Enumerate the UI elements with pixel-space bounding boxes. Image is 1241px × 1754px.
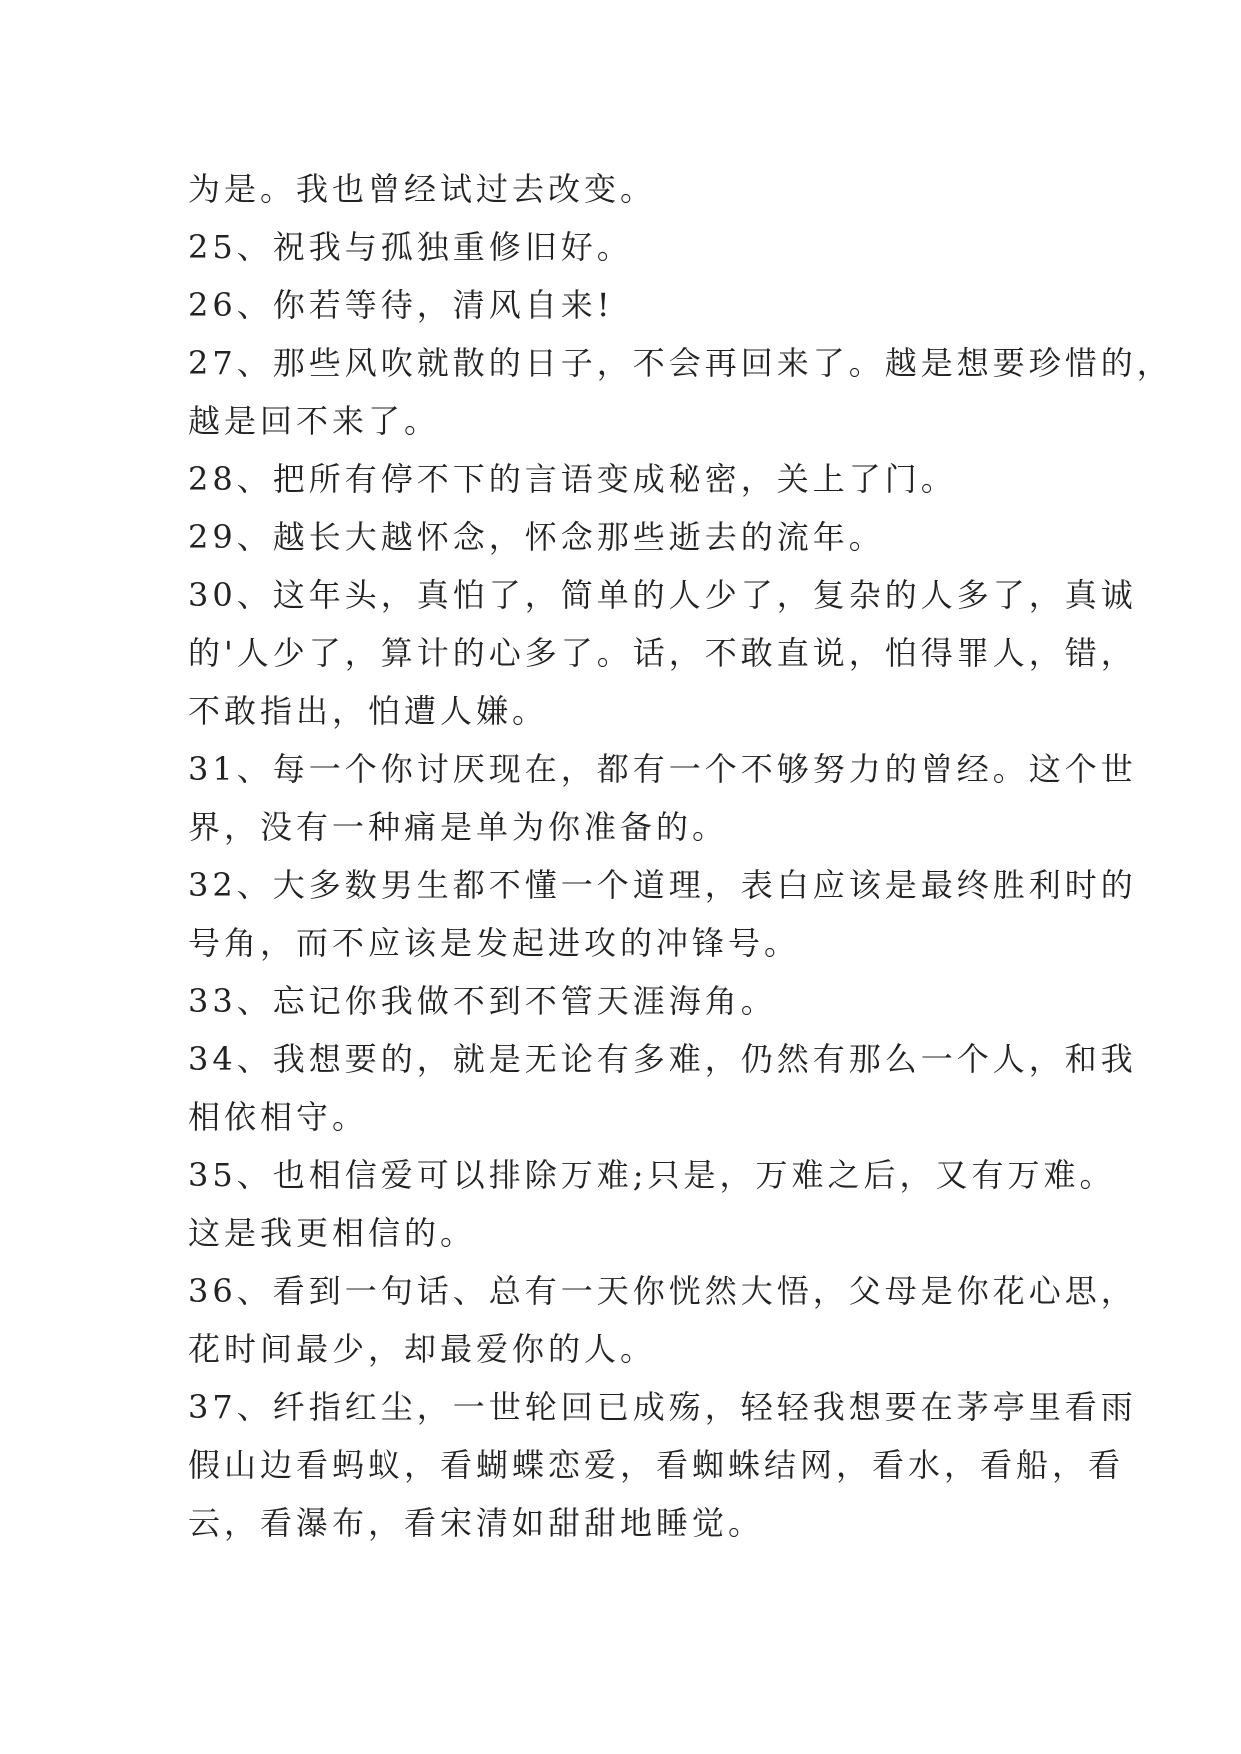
text-line: 37、纤指红尘，一世轮回已成殇，轻轻我想要在茅亭里看雨 (188, 1388, 1137, 1426)
text-line: 27、那些风吹就散的日子，不会再回来了。越是想要珍惜的， (188, 344, 1173, 382)
text-line: 26、你若等待，清风自来! (188, 286, 614, 324)
text-line: 假山边看蚂蚁，看蝴蝶恋爱，看蜘蛛结网，看水，看船，看 (188, 1446, 1125, 1484)
text-line: 28、把所有停不下的言语变成秘密，关上了门。 (188, 460, 957, 498)
text-line: 这是我更相信的。 (188, 1214, 477, 1252)
text-line: 35、也相信爱可以排除万难;只是，万难之后，又有万难。 (188, 1156, 1116, 1194)
text-line: 为是。我也曾经试过去改变。 (188, 170, 657, 208)
text-line: 29、越长大越怀念，怀念那些逝去的流年。 (188, 518, 885, 556)
text-line: 花时间最少，却最爱你的人。 (188, 1330, 657, 1368)
text-line: 36、看到一句话、总有一天你恍然大悟，父母是你花心思， (188, 1272, 1137, 1310)
text-line: 30、这年头，真怕了，简单的人少了，复杂的人多了，真诚 (188, 576, 1137, 614)
text-line: 越是回不来了。 (188, 402, 441, 440)
text-line: 25、祝我与孤独重修旧好。 (188, 228, 633, 266)
text-line: 相依相守。 (188, 1098, 369, 1136)
text-line: 31、每一个你讨厌现在，都有一个不够努力的曾经。这个世 (188, 750, 1137, 788)
text-line: 号角，而不应该是发起进攻的冲锋号。 (188, 924, 801, 962)
text-line: 界，没有一种痛是单为你准备的。 (188, 808, 729, 846)
text-line: 34、我想要的，就是无论有多难，仍然有那么一个人，和我 (188, 1040, 1137, 1078)
text-line: 不敢指出，怕遭人嫌。 (188, 692, 549, 730)
text-line: 云，看瀑布，看宋清如甜甜地睡觉。 (188, 1504, 765, 1542)
text-line: 33、忘记你我做不到不管天涯海角。 (188, 982, 777, 1020)
text-line: 的'人少了，算计的心多了。话，不敢直说，怕得罪人，错， (188, 634, 1137, 672)
text-line: 32、大多数男生都不懂一个道理，表白应该是最终胜利时的 (188, 866, 1137, 904)
document-body (188, 160, 1173, 1552)
